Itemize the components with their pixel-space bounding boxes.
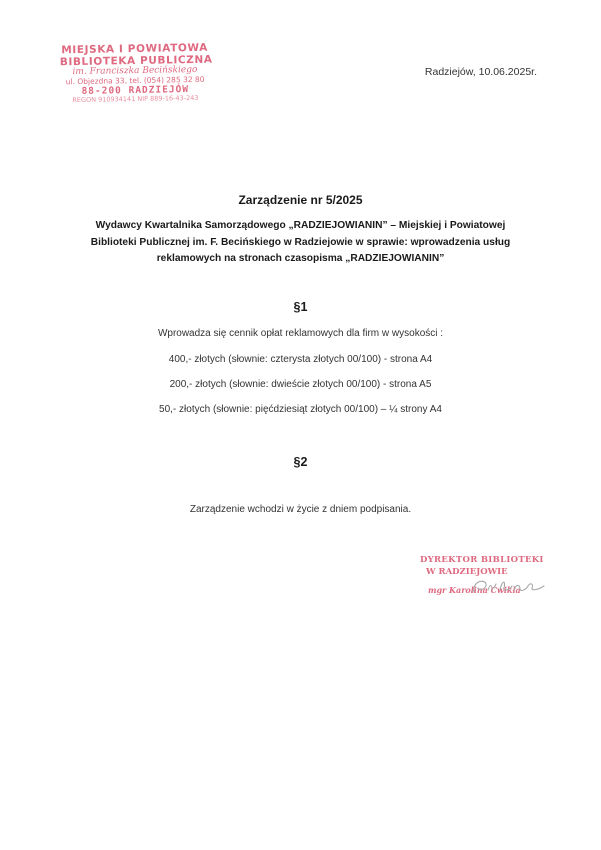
section-2-text: Zarządzenie wchodzi w życie z dniem podpisania.: [189, 504, 412, 515]
library-stamp: [60, 43, 211, 104]
price-item-3: 50,- złotych (słownie: pięćdziesiąt złotych 00/100) – ¼ strony A4: [159, 404, 442, 415]
director-stamp-line-2: W RADZIEJOWIE: [426, 566, 508, 577]
subtitle-line-3: reklamowych na stronach czasopisma „RADZIEJOWIANIN”: [156, 253, 445, 264]
stamp-line-4: ul. Objezdna 33, tel. (054) 285 32 80: [65, 74, 205, 87]
document-title: Zarządzenie nr 5/2025: [238, 193, 363, 207]
section-1-heading: §1: [293, 300, 308, 314]
stamp-line-3: im. Franciszka Becińskiego: [72, 64, 198, 78]
section-1-intro: Wprowadza się cennik opłat reklamowych dla firm w wysokości :: [157, 328, 444, 339]
stamp-line-6: REGON 910934141 NIP 889-16-43-243: [72, 93, 199, 105]
stamp-line-5: 88-200 RADZIEJÓW: [81, 83, 190, 97]
document-subtitle: [75, 218, 526, 268]
document-date: Radziejów, 10.06.2025r.: [424, 66, 537, 78]
handwritten-signature: [470, 574, 550, 600]
director-stamp-line-1: DYREKTOR BIBLIOTEKI: [420, 555, 544, 565]
stamp-line-1: MIEJSKA I POWIATOWA: [61, 41, 208, 57]
price-item-2: 200,- złotych (słownie: dwieście złotych 00/100) - strona A5: [169, 379, 432, 390]
price-item-1: 400,- złotych (słownie: czterysta złotych 00/100) - strona A4: [168, 354, 433, 365]
stamp-line-2: BIBLIOTEKA PUBLICZNA: [59, 53, 213, 68]
section-2-heading: §2: [293, 455, 308, 469]
director-stamp-line-3: mgr Karolina Ćwikła: [428, 585, 521, 595]
subtitle-line-1: Wydawcy Kwartalnika Samorządowego „RADZIEJOWIANIN” – Miejskiej i Powiatowej: [95, 220, 506, 231]
subtitle-line-2: Biblioteki Publicznej im. F. Becińskiego w Radziejowie w sprawie: wprowadzenia usług: [90, 236, 511, 248]
